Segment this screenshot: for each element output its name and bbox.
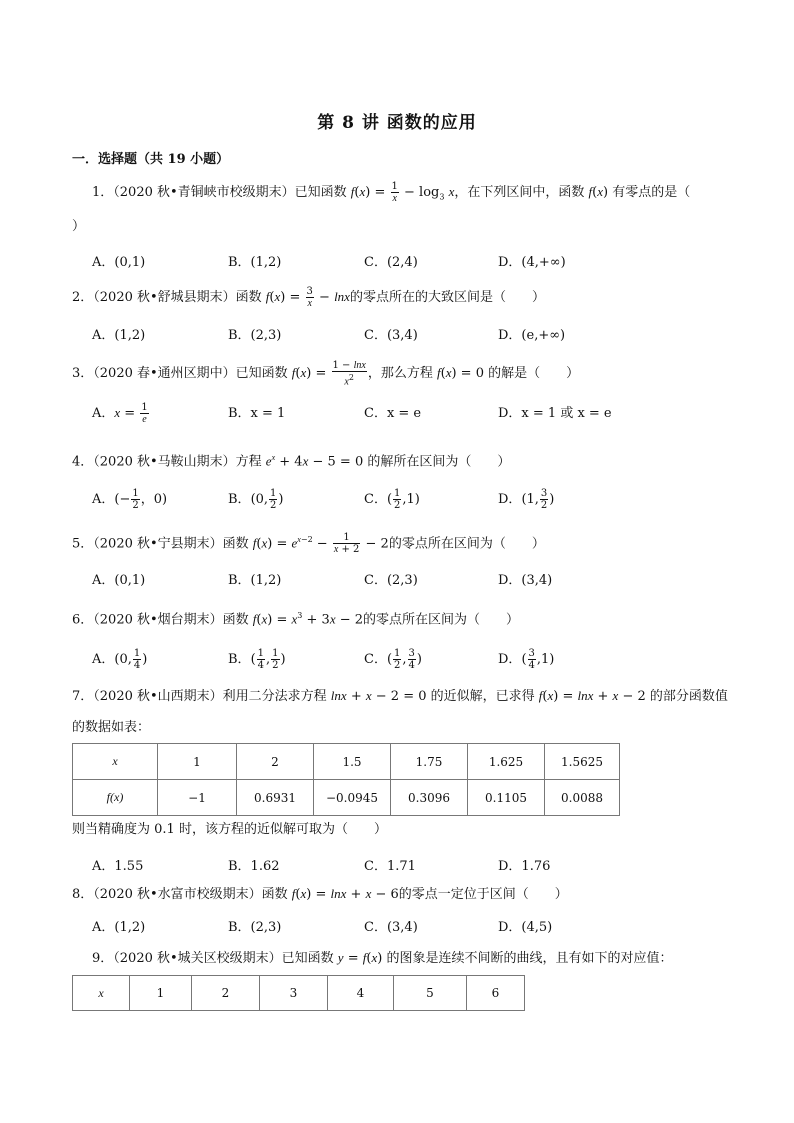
question-1: 1．（2020 秋•青铜峡市校级期末）已知函数 f(x) = $\frac{1}{x}$ − $\log_3 x$，在下列区间中，函数 f(x) 有零点的是（ [92, 181, 691, 204]
table-cell: 4 [328, 976, 394, 1011]
option-c[interactable]: C．(3,4) [364, 920, 418, 935]
table-cell: 2 [192, 976, 260, 1011]
table-cell: 6 [467, 976, 525, 1011]
option-a[interactable]: A．(1,2) [92, 328, 146, 343]
option-a[interactable]: A．1.55 [92, 859, 144, 874]
question-5-options [92, 569, 732, 589]
table-row [73, 976, 525, 1011]
option-b[interactable]: B．x = 1 [228, 406, 286, 421]
question-9: 9．（2020 秋•城关区校级期末）已知函数 y = f(x) 的图象是连续不间断的曲线，且有如下的对应值： [92, 950, 673, 966]
table-cell: −1 [158, 780, 237, 816]
question-3: 3．（2020 春•通州区期中）已知函数 f(x) = $\frac{1 - \ln x}{x^2}$ ，那么方程 f(x) = 0 的解是（ ） [72, 360, 580, 388]
table-cell: 1.5625 [545, 744, 620, 780]
option-c[interactable]: C．( $\frac{1}{2}$ , $\frac{3}{4}$ ) [364, 648, 422, 671]
question-7-line2: 的数据如表： [72, 720, 151, 735]
table-cell: 1 [130, 976, 192, 1011]
option-c[interactable]: C．( $\frac{1}{2}$ ,1) [364, 488, 420, 511]
option-c[interactable]: C．(2,3) [364, 573, 418, 588]
question-6-options [92, 648, 732, 671]
page-title: 第 8 讲 函数的应用 [317, 113, 477, 133]
question-5: 5．（2020 秋•宁县期末）函数 $f(x) = e^{x-2}$ − $\frac{1}{x + 2}$ − 2的零点所在区间为（ ） [72, 532, 545, 556]
table-cell: 5 [394, 976, 467, 1011]
question-7: 7．（2020 秋•山西期末）利用二分法求方程 lnx + x − 2 = 0 的近似解，已求得 f(x) = lnx + x − 2 的部分函数值 [72, 688, 728, 704]
table-cell: f(x) [73, 780, 158, 816]
table-row [73, 780, 620, 816]
question-4: 4．（2020 秋•马鞍山期末）方程 $e^x + 4x - 5 = 0$ 的解所在区间为（ ） [72, 453, 511, 470]
option-d[interactable]: D．(3,4) [498, 573, 553, 588]
question-4-options [92, 488, 732, 511]
option-a[interactable]: A．(0, $\frac{1}{4}$ ) [92, 648, 148, 671]
option-a[interactable]: A．(0,1) [92, 255, 146, 270]
option-b[interactable]: B．(1,2) [228, 255, 282, 270]
option-d[interactable]: D．(4,+∞) [498, 255, 566, 270]
option-d[interactable]: D．x = 1 或 x = e [498, 406, 612, 421]
table-cell: x [73, 744, 158, 780]
option-d[interactable]: D．(1, $\frac{3}{2}$ ) [498, 488, 555, 511]
table-cell: 1.625 [468, 744, 545, 780]
option-b[interactable]: B．(2,3) [228, 328, 282, 343]
table-cell: 0.6931 [237, 780, 314, 816]
value-table [72, 975, 525, 1011]
question-7-line3: 则当精确度为 0.1 时，该方程的近似解可取为（ ） [72, 822, 387, 837]
option-c[interactable]: C．(2,4) [364, 255, 418, 270]
question-7-options [92, 855, 732, 875]
table-cell: 1.75 [391, 744, 468, 780]
option-c[interactable]: C．x = e [364, 406, 422, 421]
option-d[interactable]: D．(4,5) [498, 920, 553, 935]
option-b[interactable]: B．1.62 [228, 859, 280, 874]
option-b[interactable]: B．(2,3) [228, 920, 282, 935]
option-b[interactable]: B．(0, $\frac{1}{2}$ ) [228, 488, 284, 511]
table-cell: −0.0945 [314, 780, 391, 816]
bisection-table [72, 743, 620, 816]
option-a[interactable]: A．x = $\frac{1}{e}$ [92, 402, 148, 425]
option-d[interactable]: D．(e,+∞) [498, 328, 566, 343]
question-1-options [92, 251, 732, 271]
option-d[interactable]: D．1.76 [498, 859, 551, 874]
question-8: 8．（2020 秋•水富市校级期末）函数 f(x) = lnx + x − 6的零点一定位于区间（ ） [72, 886, 568, 902]
table-row [73, 744, 620, 780]
table-cell: 0.0088 [545, 780, 620, 816]
question-2: 2．（2020 秋•舒城县期末）函数 f(x) = $\frac{3}{x}$ − lnx的零点所在的大致区间是（ ） [72, 286, 545, 309]
option-d[interactable]: D．( $\frac{3}{4}$ ,1) [498, 648, 555, 671]
option-a[interactable]: A．(1,2) [92, 920, 146, 935]
question-6: 6．（2020 秋•烟台期末）函数 $f(x) = x^3 + 3x - 2$的零点所在区间为（ ） [72, 611, 520, 628]
option-a[interactable]: A．(0,1) [92, 573, 146, 588]
table-cell: 0.3096 [391, 780, 468, 816]
option-c[interactable]: C．1.71 [364, 859, 416, 874]
question-1-line2: ） [72, 219, 86, 234]
question-8-options [92, 916, 732, 936]
question-2-options [92, 324, 732, 344]
section-heading: 一．选择题（共 19 小题） [72, 152, 230, 167]
option-a[interactable]: A．(− $\frac{1}{2}$ ，0) [92, 488, 168, 511]
table-cell: 0.1105 [468, 780, 545, 816]
option-b[interactable]: B．(1,2) [228, 573, 282, 588]
table-cell: 1 [158, 744, 237, 780]
question-3-options [92, 402, 732, 425]
option-c[interactable]: C．(3,4) [364, 328, 418, 343]
table-cell: 2 [237, 744, 314, 780]
table-cell: 1.5 [314, 744, 391, 780]
table-cell: x [73, 976, 130, 1011]
table-cell: 3 [260, 976, 328, 1011]
option-b[interactable]: B．( $\frac{1}{4}$ , $\frac{1}{2}$ ) [228, 648, 286, 671]
